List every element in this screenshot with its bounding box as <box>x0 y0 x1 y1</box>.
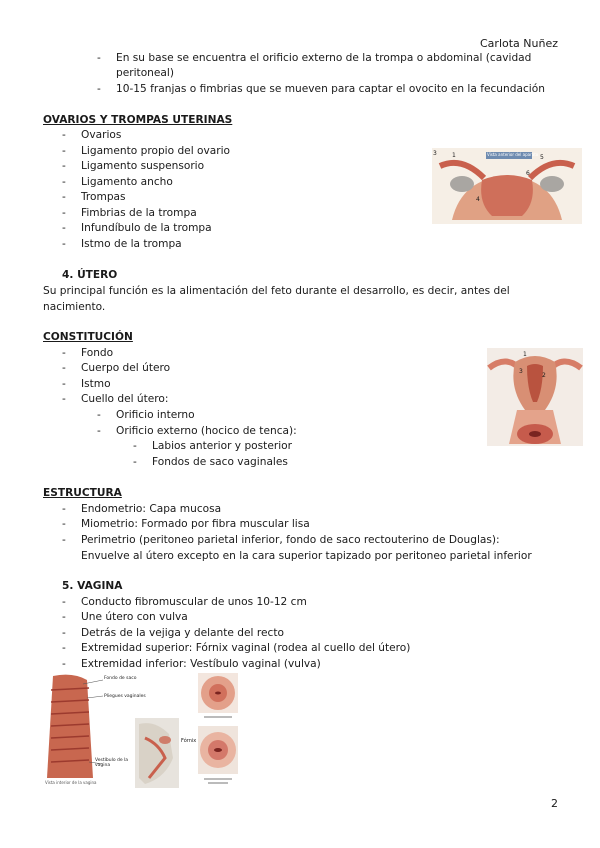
figure-number: 4 <box>476 196 480 203</box>
figure-caption: Vista interior de la vagina <box>45 780 97 785</box>
figure-number: 5 <box>540 154 544 161</box>
cervix-photo-1 <box>198 673 238 721</box>
figure-label: Pliegues vaginales <box>104 694 146 699</box>
paragraph-line: nacimiento. <box>43 301 106 313</box>
section-heading-vagina: 5. VAGINA <box>62 580 123 592</box>
figure-number: 1 <box>452 152 456 159</box>
page-number: 2 <box>551 797 558 810</box>
figure-number: 3 <box>433 150 437 157</box>
figure-caption: Vista anterior del aparato <box>487 152 539 157</box>
section-heading-estructura: ESTRUCTURA <box>43 487 122 499</box>
figure-number: 1 <box>523 351 527 358</box>
figure-label: Fondo de saco <box>104 676 137 681</box>
figure-number: 6 <box>526 170 530 177</box>
section-heading-ovaries: OVARIOS Y TROMPAS UTERINAS <box>43 114 233 126</box>
author-name: Carlota Nuñez <box>480 37 558 50</box>
figure-label: Vestíbulo de la vagina <box>95 758 129 768</box>
cervix-photo-2 <box>198 726 238 788</box>
figure-label: Fórnix <box>181 738 197 744</box>
section-heading-constitucion: CONSTITUCIÓN <box>43 331 133 343</box>
ovary-tubes-illustration <box>432 148 582 224</box>
figure-number: 3 <box>519 368 523 375</box>
paragraph-line: Su principal función es la alimentación del feto durante el desarrollo, es decir, antes del <box>43 285 510 297</box>
figure-number: 2 <box>542 372 546 379</box>
section-heading-utero: 4. ÚTERO <box>62 269 118 281</box>
sagittal-section-illustration <box>135 718 197 788</box>
uterus-illustration <box>487 348 583 446</box>
